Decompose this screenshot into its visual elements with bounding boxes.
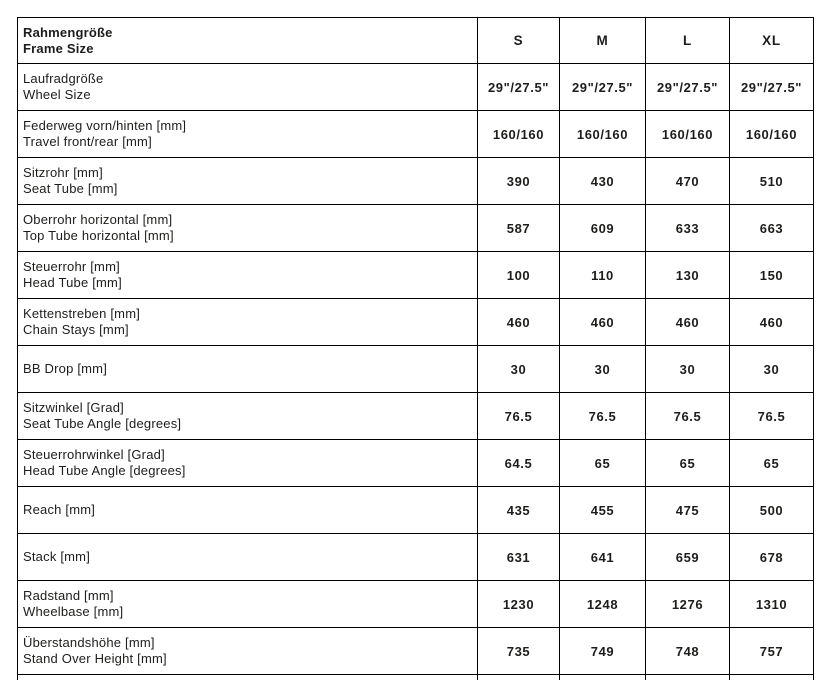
row-label-de: Sitzrohr [mm] [23,165,103,180]
header-label-cell [18,18,478,64]
value-cell: 76.5 [560,393,646,440]
value-cell: 1248 [560,581,646,628]
row-label-de: Oberrohr horizontal [mm] [23,212,173,227]
value-cell: 749 [560,628,646,675]
value-cell: 390 [478,158,560,205]
value-cell: 460 [646,299,730,346]
value-cell: 30 [646,346,730,393]
table-row [18,534,814,581]
row-label-cell [18,393,478,440]
value-cell: 678 [730,534,814,581]
table-row [18,440,814,487]
row-label-en: Head Tube Angle [degrees] [23,463,186,478]
row-label-de: Sitzwinkel [Grad] [23,400,124,415]
table-row [18,581,814,628]
value-cell: 587 [478,205,560,252]
row-label-cell [18,628,478,675]
row-label-de: Federweg vorn/hinten [mm] [23,118,187,133]
value-cell: 160/160 [730,111,814,158]
value-cell: 460 [730,299,814,346]
value-cell: 130 [646,252,730,299]
value-cell: 455 [560,487,646,534]
row-label-cell [18,252,478,299]
table-row [18,205,814,252]
value-cell: 1230 [478,581,560,628]
value-cell: 1276 [646,581,730,628]
value-cell: 64.5 [478,440,560,487]
value-cell: 609 [560,205,646,252]
value-cell: 65 [730,440,814,487]
row-label-en: Top Tube horizontal [mm] [23,228,174,243]
table-row [18,487,814,534]
geometry-table-body [18,64,814,681]
value-cell: 757 [730,628,814,675]
row-label-de: Kettenstreben [mm] [23,306,141,321]
value-cell: 475 [646,487,730,534]
cut-off-row [18,675,814,681]
value-cell: 65 [646,440,730,487]
value-cell: 160/160 [646,111,730,158]
table-row [18,111,814,158]
value-cell: 435 [478,487,560,534]
value-cell: 65 [560,440,646,487]
row-label-de: Stack [mm] [23,549,91,564]
table-row [18,628,814,675]
row-label-de: Steuerrohr [mm] [23,259,120,274]
value-cell: 748 [646,628,730,675]
row-label-en: Wheel Size [23,87,91,102]
value-cell: 30 [730,346,814,393]
row-label-de: Überstandshöhe [mm] [23,635,155,650]
geometry-table-header [18,18,814,64]
cut-off-cell [730,675,814,681]
value-cell: 29"/27.5" [730,64,814,111]
table-row [18,64,814,111]
value-cell: 100 [478,252,560,299]
row-label-en: Wheelbase [mm] [23,604,124,619]
row-label-cell [18,440,478,487]
row-label-cell [18,205,478,252]
row-label-de: Steuerrohrwinkel [Grad] [23,447,165,462]
cut-off-cell [560,675,646,681]
value-cell: 470 [646,158,730,205]
value-cell: 76.5 [730,393,814,440]
geometry-table-container [17,17,816,680]
value-cell: 29"/27.5" [560,64,646,111]
row-label-de: Reach [mm] [23,502,96,517]
value-cell: 641 [560,534,646,581]
header-row [18,18,814,64]
table-row [18,252,814,299]
value-cell: 76.5 [646,393,730,440]
row-label-cell [18,346,478,393]
table-row [18,393,814,440]
row-label-en: Seat Tube [mm] [23,181,118,196]
size-header-m: M [560,18,646,64]
value-cell: 510 [730,158,814,205]
value-cell: 633 [646,205,730,252]
value-cell: 659 [646,534,730,581]
row-label-en: Stand Over Height [mm] [23,651,167,666]
size-header-s: S [478,18,560,64]
row-label-de: BB Drop [mm] [23,361,108,376]
cut-off-cell [478,675,560,681]
value-cell: 1310 [730,581,814,628]
header-label-de: Rahmengröße [23,24,113,40]
table-row [18,299,814,346]
row-label-en: Chain Stays [mm] [23,322,129,337]
value-cell: 160/160 [478,111,560,158]
row-label-cell [18,581,478,628]
row-label-cell [18,487,478,534]
value-cell: 460 [560,299,646,346]
row-label-cell [18,299,478,346]
size-header-l: L [646,18,730,64]
table-row [18,158,814,205]
value-cell: 430 [560,158,646,205]
value-cell: 29"/27.5" [646,64,730,111]
row-label-en: Travel front/rear [mm] [23,134,152,149]
row-label-en: Head Tube [mm] [23,275,122,290]
value-cell: 631 [478,534,560,581]
value-cell: 460 [478,299,560,346]
cut-off-cell [646,675,730,681]
value-cell: 30 [478,346,560,393]
table-row [18,346,814,393]
value-cell: 160/160 [560,111,646,158]
row-label-de: Laufradgröße [23,71,104,86]
value-cell: 735 [478,628,560,675]
row-label-de: Radstand [mm] [23,588,114,603]
row-label-cell [18,534,478,581]
value-cell: 150 [730,252,814,299]
row-label-en: Seat Tube Angle [degrees] [23,416,182,431]
value-cell: 500 [730,487,814,534]
geometry-table [17,17,814,680]
header-label-en: Frame Size [23,40,94,56]
value-cell: 110 [560,252,646,299]
row-label-cell [18,158,478,205]
row-label-cell [18,64,478,111]
row-label-cell [18,111,478,158]
size-header-xl: XL [730,18,814,64]
value-cell: 30 [560,346,646,393]
value-cell: 29"/27.5" [478,64,560,111]
value-cell: 663 [730,205,814,252]
cut-off-cell [18,675,478,681]
value-cell: 76.5 [478,393,560,440]
